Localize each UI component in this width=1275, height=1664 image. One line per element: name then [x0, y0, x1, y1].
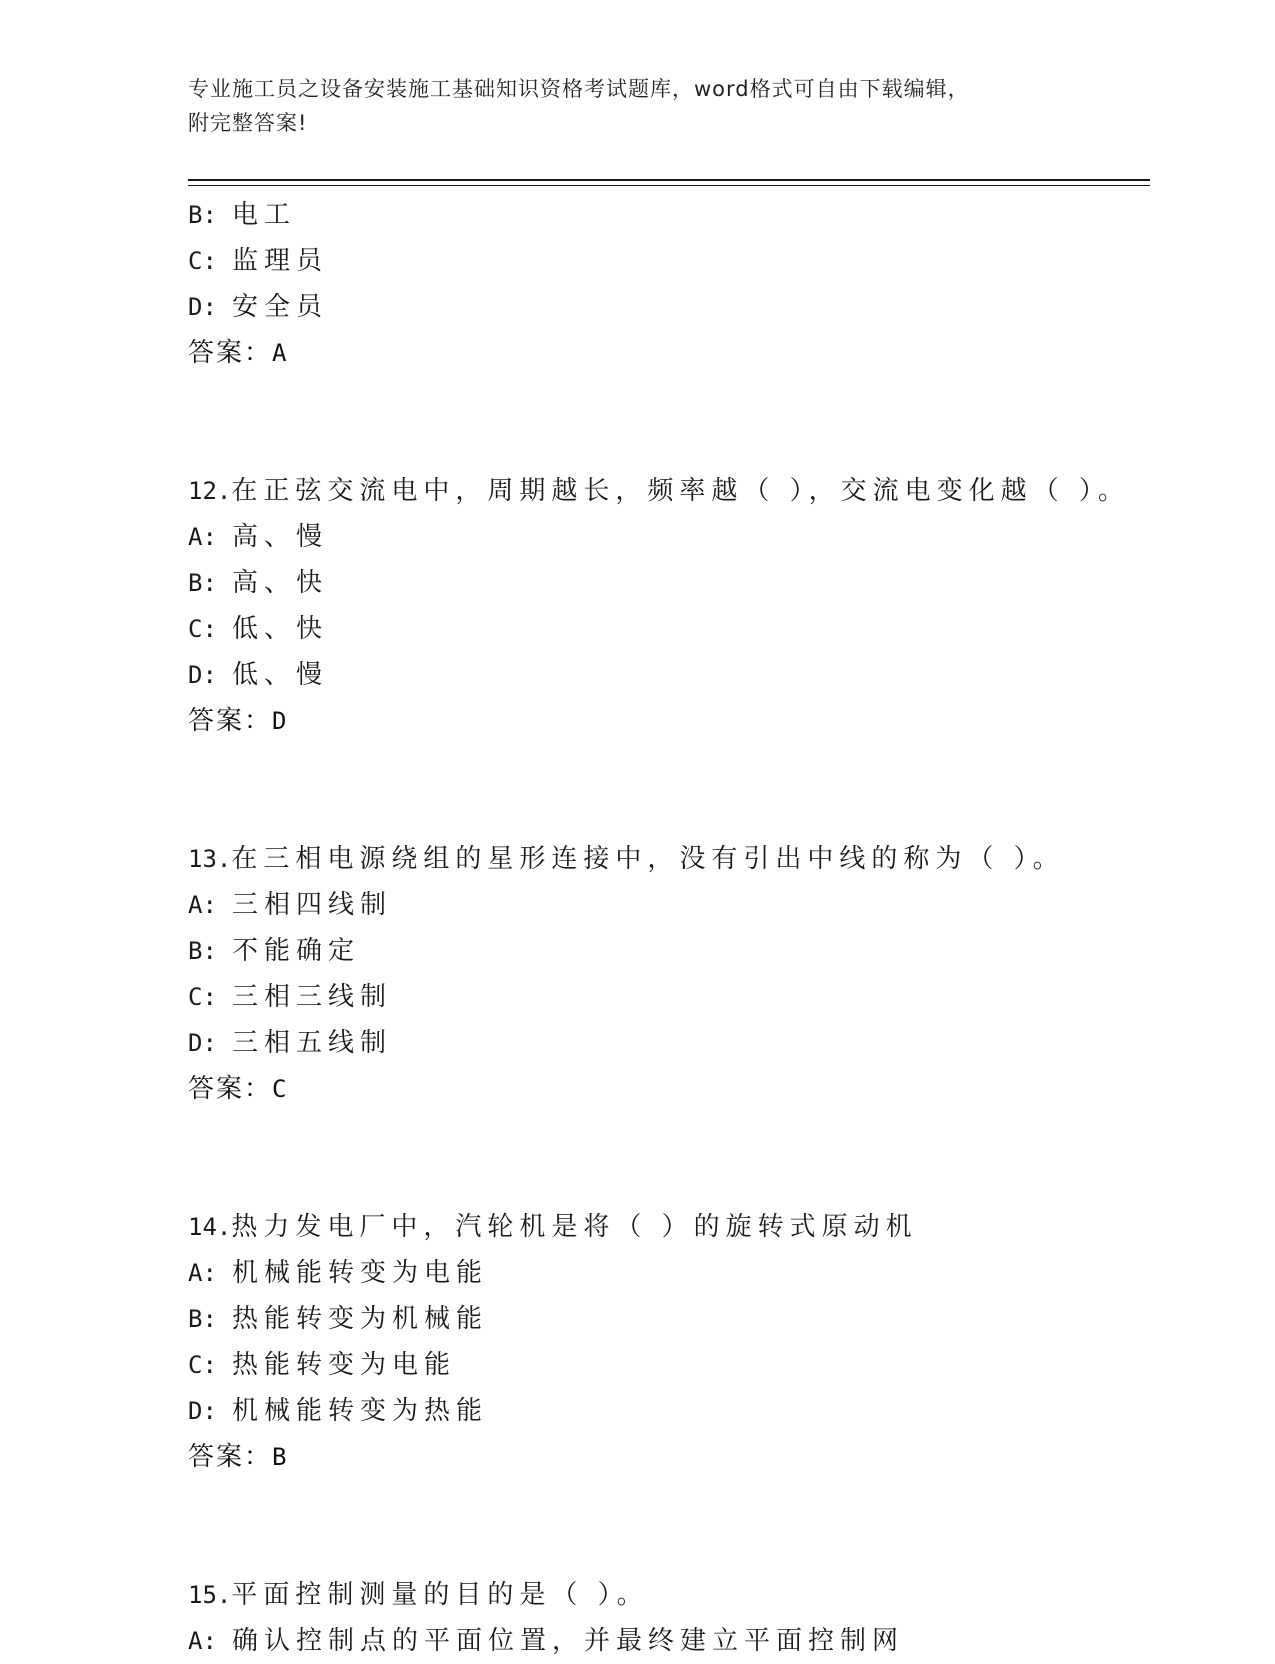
option-row — [188, 192, 1148, 238]
option-row — [188, 974, 1148, 1020]
option-text: 低、慢 — [232, 660, 329, 690]
option-row — [188, 284, 1148, 330]
question-stem — [188, 836, 1148, 882]
option-row — [188, 238, 1148, 284]
option-row — [188, 652, 1148, 698]
option-text: 确认控制点的平面位置，并最终建立平面控制网 — [232, 1626, 905, 1656]
answer-line — [188, 698, 1148, 744]
option-row — [188, 882, 1148, 928]
option-text: 三相三线制 — [232, 982, 393, 1012]
question-block-14 — [188, 1204, 1148, 1480]
question-text: 在三相电源绕组的星形连接中，没有引出中线的称为（ ）。 — [231, 844, 1065, 874]
option-row — [188, 514, 1148, 560]
question-text: 平面控制测量的目的是（ ）。 — [231, 1580, 649, 1610]
option-text: 安全员 — [232, 292, 329, 322]
option-row — [188, 606, 1148, 652]
answer-line — [188, 1434, 1148, 1480]
option-letter: A: — [188, 1627, 217, 1655]
option-row — [188, 1388, 1148, 1434]
question-number: 13. — [188, 845, 232, 873]
question-stem — [188, 1204, 1148, 1250]
question-list — [188, 192, 1148, 1664]
answer-line — [188, 330, 1148, 376]
option-text: 热能转变为机械能 — [232, 1304, 489, 1334]
option-row — [188, 1342, 1148, 1388]
option-letter: D: — [188, 293, 217, 321]
option-letter: C: — [188, 247, 217, 275]
option-text: 监理员 — [232, 246, 329, 276]
answer-value: B — [272, 1443, 289, 1471]
question-stem — [188, 468, 1148, 514]
option-row — [188, 1250, 1148, 1296]
question-number: 14. — [188, 1213, 232, 1241]
answer-value: A — [272, 339, 289, 367]
header-divider — [188, 179, 1150, 181]
option-text: 机械能转变为热能 — [232, 1396, 489, 1426]
question-block-13 — [188, 836, 1148, 1112]
option-text: 高、慢 — [232, 522, 329, 552]
question-number: 12. — [188, 477, 232, 505]
answer-label: 答案： — [188, 706, 273, 736]
question-block-15 — [188, 1572, 1148, 1664]
answer-line — [188, 1066, 1148, 1112]
option-letter: C: — [188, 983, 217, 1011]
option-letter: B: — [188, 569, 217, 597]
question-text: 在正弦交流电中，周期越长，频率越（ ），交流电变化越（ ）。 — [231, 476, 1130, 506]
option-text: 电工 — [232, 200, 297, 230]
option-letter: A: — [188, 1259, 217, 1287]
option-letter: C: — [188, 615, 217, 643]
question-text: 热力发电厂中，汽轮机是将（ ）的旋转式原动机 — [231, 1212, 918, 1242]
option-row — [188, 928, 1148, 974]
header-line-2: 附完整答案! — [188, 111, 308, 135]
option-letter: C: — [188, 1351, 217, 1379]
option-letter: A: — [188, 523, 217, 551]
option-text: 低、快 — [232, 614, 329, 644]
answer-label: 答案： — [188, 1442, 273, 1472]
option-text: 三相四线制 — [232, 890, 393, 920]
option-row — [188, 1020, 1148, 1066]
option-text: 高、快 — [232, 568, 329, 598]
option-row — [188, 560, 1148, 606]
document-header — [188, 72, 1068, 140]
option-letter: A: — [188, 891, 217, 919]
question-block-12 — [188, 468, 1148, 744]
question-number: 15. — [188, 1581, 232, 1609]
answer-label: 答案： — [188, 338, 273, 368]
question-stem — [188, 1572, 1148, 1618]
option-letter: B: — [188, 937, 217, 965]
answer-value: C — [272, 1075, 289, 1103]
option-row — [188, 1618, 1148, 1664]
option-letter: B: — [188, 201, 217, 229]
answer-value: D — [272, 707, 289, 735]
option-row — [188, 1296, 1148, 1342]
option-text: 不能确定 — [232, 936, 361, 966]
answer-label: 答案： — [188, 1074, 273, 1104]
option-letter: D: — [188, 1029, 217, 1057]
carryover-block — [188, 192, 1148, 376]
header-divider-thin — [188, 185, 1150, 186]
option-text: 机械能转变为电能 — [232, 1258, 489, 1288]
option-letter: B: — [188, 1305, 217, 1333]
option-letter: D: — [188, 1397, 217, 1425]
option-text: 三相五线制 — [232, 1028, 393, 1058]
option-letter: D: — [188, 661, 217, 689]
header-line-1: 专业施工员之设备安装施工基础知识资格考试题库，word格式可自由下载编辑， — [188, 77, 970, 101]
option-text: 热能转变为电能 — [232, 1350, 457, 1380]
